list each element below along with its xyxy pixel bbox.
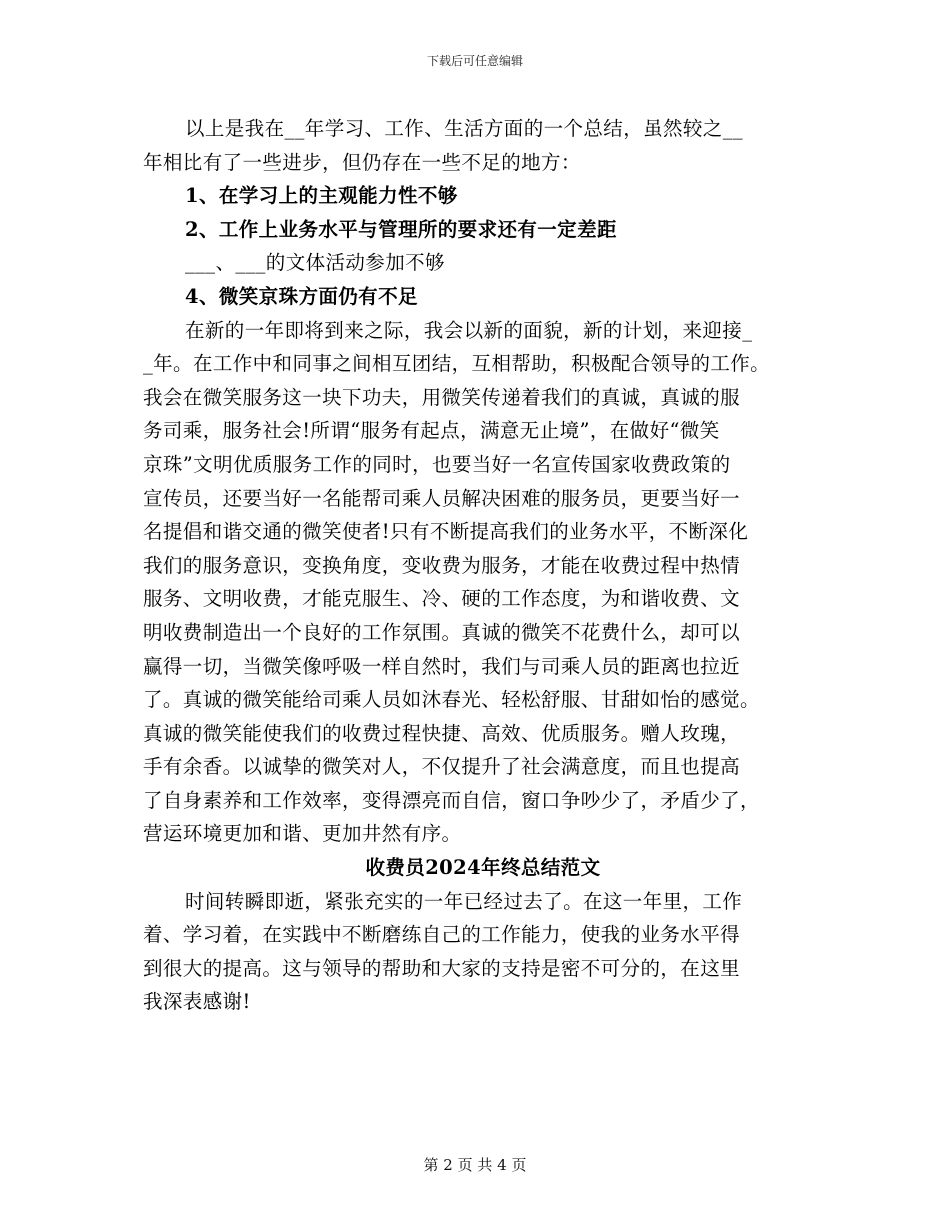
paragraph-line: 我们的服务意识，变换角度，变收费为服务，才能在收费过程中热情 xyxy=(143,553,741,577)
paragraph-line: 手有余香。以诚挚的微笑对人，不仅提升了社会满意度，而且也提高 xyxy=(143,755,741,779)
paragraph-line: 宣传员，还要当好一名能帮司乘人员解决困难的服务员，更要当好一 xyxy=(143,486,741,510)
page-header: 下载后可任意编辑 xyxy=(426,54,523,68)
paragraph-line: 了。真诚的微笑能给司乘人员如沐春光、轻松舒服、甘甜如怡的感觉。 xyxy=(143,688,760,712)
document-body xyxy=(143,112,823,1019)
paragraph-line: 赢得一切，当微笑像呼吸一样自然时，我们与司乘人员的距离也拉近 xyxy=(143,654,741,678)
paragraph-line: 了自身素养和工作效率，变得漂亮而自信，窗口争吵少了，矛盾少了， xyxy=(143,788,760,812)
list-item: 2、工作上业务水平与管理所的要求还有一定差距 xyxy=(185,217,617,241)
list-item: 4、微笑京珠方面仍有不足 xyxy=(185,284,418,308)
paragraph-line: _年。在工作中和同事之间相互团结，互相帮助，积极配合领导的工作。 xyxy=(143,352,771,376)
paragraph-line: 以上是我在__年学习、工作、生活方面的一个总结，虽然较之__ xyxy=(185,117,744,140)
paragraph-line: 营运环境更加和谐、更加井然有序。 xyxy=(143,822,462,846)
paragraph-line: 到很大的提高。这与领导的帮助和大家的支持是密不可分的，在这里 xyxy=(143,956,741,980)
paragraph-line: 服务、文明收费，才能克服生、冷、硬的工作态度，为和谐收费、文 xyxy=(143,587,741,611)
list-item: ___、___的文体活动参加不够 xyxy=(185,251,445,275)
paragraph-line: 真诚的微笑能使我们的收费过程快捷、高效、优质服务。赠人玫瑰， xyxy=(143,721,741,745)
paragraph-line: 着、学习着，在实践中不断磨练自己的工作能力，使我的业务水平得 xyxy=(143,923,741,947)
paragraph-line: 年相比有了一些进步，但仍存在一些不足的地方： xyxy=(143,150,581,174)
list-item: 1、在学习上的主观能力性不够 xyxy=(185,184,458,208)
paragraph-line: 务司乘，服务社会!所谓“服务有起点，满意无止境”，在做好“微笑 xyxy=(143,419,720,443)
paragraph-line: 我深表感谢! xyxy=(143,990,251,1014)
section-heading: 收费员2024年终总结范文 xyxy=(365,856,601,880)
paragraph-line: 名提倡和谐交通的微笑使者!只有不断提高我们的业务水平，不断深化 xyxy=(143,520,749,544)
paragraph-line: 时间转瞬即逝，紧张充实的一年已经过去了。在这一年里，工作 xyxy=(185,889,743,913)
paragraph-line: 京珠”文明优质服务工作的同时，也要当好一名宣传国家收费政策的 xyxy=(143,452,731,476)
page-number: 第 2 页 共 4 页 xyxy=(423,1156,527,1174)
paragraph-line: 我会在微笑服务这一块下功夫，用微笑传递着我们的真诚，真诚的服 xyxy=(143,385,741,409)
paragraph-line: 在新的一年即将到来之际，我会以新的面貌，新的计划，来迎接_ xyxy=(185,318,753,342)
paragraph-line: 明收费制造出一个良好的工作氛围。真诚的微笑不花费什么，却可以 xyxy=(143,620,741,644)
